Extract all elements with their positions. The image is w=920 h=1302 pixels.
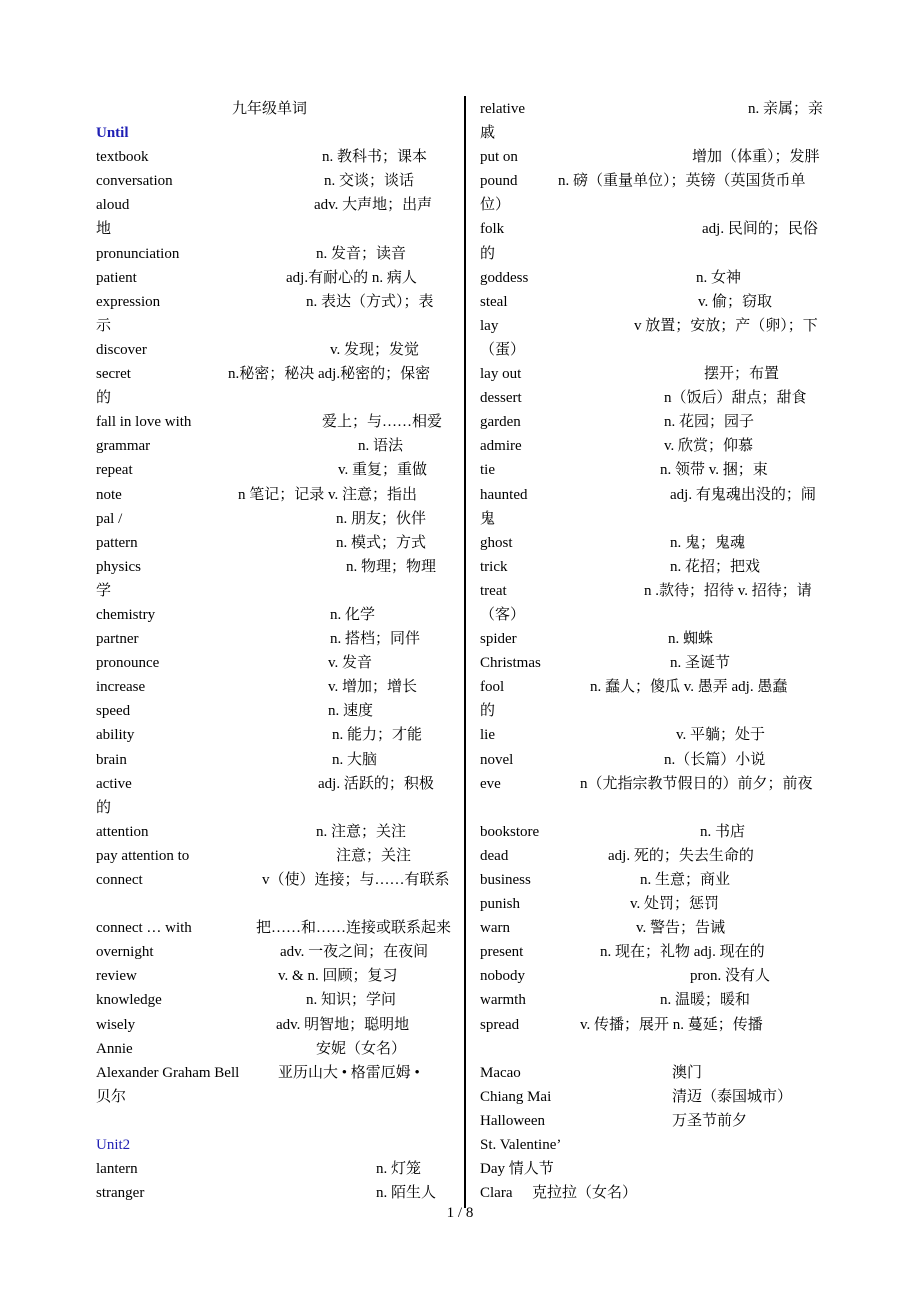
page-title: 九年级单词: [232, 101, 308, 117]
vocab-entry: [480, 844, 832, 868]
chinese-definition: n .款待；招待 v. 招待；请: [644, 582, 812, 599]
vocab-entry: [96, 627, 448, 651]
chinese-definition: n. 表达（方式）；表: [306, 293, 434, 310]
definition-continuation: [96, 796, 448, 820]
chinese-definition: n. 教科书；课本: [322, 149, 428, 166]
definition-continuation: [480, 603, 832, 627]
vocab-entry: [96, 820, 448, 844]
vocab-entry: [480, 483, 832, 507]
vocab-entry: [480, 748, 832, 772]
chinese-definition: n. 生意；商业: [640, 872, 731, 888]
chinese-definition: n（饭后）甜点；甜食: [664, 390, 807, 407]
english-word: expression: [96, 293, 161, 310]
english-word: Christmas: [480, 655, 541, 672]
chinese-definition: n. 磅（重量单位）；英镑（英国货币单: [558, 173, 806, 190]
blank-line: [480, 1037, 832, 1061]
english-word: conversation: [96, 173, 173, 190]
chinese-definition: v. 增加；增长: [328, 679, 418, 696]
english-word: bookstore: [480, 823, 540, 840]
vocab-entry: [96, 1061, 448, 1085]
chinese-definition: v. 发音: [328, 655, 373, 672]
chinese-definition: adj.有耐心的 n. 病人: [286, 269, 417, 286]
vocab-entry: [96, 242, 448, 266]
chinese-definition: 摆开；布置: [704, 366, 780, 383]
vocab-entry: [96, 868, 448, 892]
english-word: ghost: [480, 534, 513, 551]
definition-continuation: [480, 193, 832, 217]
right-column: [480, 97, 832, 1205]
chinese-definition: n. 亲属；亲: [748, 101, 824, 117]
vocab-entry: [96, 1037, 448, 1061]
vocab-entry: [96, 531, 448, 555]
english-word: fool: [480, 679, 505, 696]
chinese-definition: 把……和……连接或联系起来: [256, 920, 452, 937]
english-word: fall in love with: [96, 414, 192, 431]
unit-heading: [96, 1133, 448, 1157]
column-divider: [464, 96, 466, 1208]
chinese-definition: v. 重复；重做: [338, 462, 428, 479]
english-word: repeat: [96, 462, 133, 479]
continuation-text: Day 情人节: [480, 1161, 554, 1178]
english-word: relative: [480, 101, 525, 117]
vocab-entry: [96, 699, 448, 723]
english-word: pal /: [96, 510, 123, 527]
chinese-definition: n. 知识；学问: [306, 992, 397, 1009]
vocab-entry: [96, 964, 448, 988]
chinese-definition: 注意；关注: [336, 847, 412, 864]
vocab-entry: [480, 892, 832, 916]
english-word: folk: [480, 221, 505, 238]
vocab-entry: [96, 266, 448, 290]
english-word: pound: [480, 173, 518, 190]
english-word: haunted: [480, 486, 528, 503]
chinese-definition: v. 平躺；处于: [676, 727, 766, 744]
continuation-text: 的: [480, 245, 496, 262]
english-word: spread: [480, 1016, 520, 1033]
chinese-definition: n（尤指宗教节假日的）前夕；前夜: [580, 775, 813, 792]
chinese-definition: 万圣节前夕: [672, 1112, 748, 1129]
definition-continuation: [96, 386, 448, 410]
chinese-definition: 澳门: [672, 1064, 703, 1081]
english-word: partner: [96, 631, 139, 648]
continuation-text: 戚: [480, 125, 496, 142]
definition-continuation: [96, 217, 448, 241]
vocab-entry: [480, 772, 832, 796]
english-word: discover: [96, 341, 147, 358]
vocab-entry: [480, 266, 832, 290]
definition-continuation: [480, 1157, 832, 1181]
title-line: [96, 97, 448, 121]
english-word: pattern: [96, 534, 138, 551]
english-word: active: [96, 775, 132, 792]
english-word: connect … with: [96, 920, 192, 937]
continuation-text: （客）: [480, 606, 526, 623]
vocab-entry: [96, 651, 448, 675]
english-word: review: [96, 968, 137, 985]
chinese-definition: adj. 民间的；民俗: [702, 221, 818, 238]
vocab-entry: [480, 1085, 832, 1109]
chinese-definition: n. 蠢人；傻瓜 v. 愚弄 adj. 愚蠢: [590, 679, 788, 696]
unit-heading-text: Unit2: [96, 1137, 131, 1154]
page-number: 1 / 8: [446, 1205, 474, 1221]
chinese-definition: n. 大脑: [332, 751, 378, 768]
english-word: overnight: [96, 944, 154, 961]
vocab-entry: [480, 940, 832, 964]
vocab-entry: [480, 627, 832, 651]
english-word: chemistry: [96, 606, 156, 623]
vocab-entry: [96, 723, 448, 747]
chinese-definition: n. 领带 v. 捆；束: [660, 462, 768, 479]
chinese-definition: v. 欣赏；仰慕: [664, 438, 754, 455]
chinese-definition: v. 发现；发觉: [330, 341, 420, 358]
chinese-definition: n. 蜘蛛: [668, 631, 714, 648]
english-word: Halloween: [480, 1112, 545, 1129]
vocab-entry: [96, 290, 448, 314]
chinese-definition: n. 发音；读音: [316, 245, 407, 262]
definition-continuation: [480, 507, 832, 531]
chinese-definition: n. 交谈；谈话: [324, 173, 415, 190]
chinese-definition: n. 圣诞节: [670, 655, 731, 672]
chinese-definition: 爱上；与……相爱: [322, 414, 443, 431]
chinese-definition: adv. 一夜之间；在夜间: [280, 944, 429, 961]
vocab-entry: [480, 820, 832, 844]
english-word: note: [96, 486, 122, 503]
vocab-entry: [96, 1157, 448, 1181]
definition-continuation: [480, 1133, 832, 1157]
chinese-definition: adv. 明智地；聪明地: [276, 1016, 410, 1033]
chinese-definition: n. 能力；才能: [332, 727, 423, 744]
chinese-definition: 清迈（泰国城市）: [672, 1088, 793, 1105]
english-word: dead: [480, 847, 509, 864]
vocab-entry: [480, 217, 832, 241]
english-word: pay attention to: [96, 847, 190, 864]
chinese-definition: n. 灯笼: [376, 1161, 422, 1178]
vocab-entry: [96, 193, 448, 217]
english-word: present: [480, 944, 524, 961]
blank-line: [96, 1109, 448, 1133]
chinese-definition: n. 语法: [358, 438, 404, 455]
vocab-entry: [480, 386, 832, 410]
vocab-entry: [480, 290, 832, 314]
chinese-definition: v. 警告；告诫: [636, 920, 726, 937]
english-word: lay: [480, 317, 499, 334]
definition-continuation: [480, 121, 832, 145]
english-word: knowledge: [96, 992, 162, 1009]
continuation-text: 示: [96, 317, 112, 334]
chinese-definition: n. 花招；把戏: [670, 558, 761, 575]
vocab-entry: [96, 410, 448, 434]
chinese-definition: n. 现在；礼物 adj. 现在的: [600, 944, 765, 961]
chinese-definition: n. 物理；物理: [346, 558, 437, 575]
english-word: spider: [480, 631, 517, 648]
vocab-entry: [480, 916, 832, 940]
chinese-definition: adj. 有鬼魂出没的；闹: [670, 486, 816, 503]
chinese-definition: adj. 活跃的；积极: [318, 775, 434, 792]
chinese-definition: v. 处罚；惩罚: [630, 896, 720, 913]
chinese-definition: n. 女神: [696, 269, 742, 286]
english-word: Alexander Graham Bell: [96, 1064, 240, 1081]
chinese-definition: n. 注意；关注: [316, 823, 407, 840]
english-word: lantern: [96, 1161, 138, 1178]
english-word: grammar: [96, 438, 151, 455]
unit-heading-text: Until: [96, 125, 129, 142]
english-word: novel: [480, 751, 514, 768]
vocab-entry: [96, 483, 448, 507]
chinese-definition: v（使）连接；与……有联系: [262, 872, 450, 888]
english-word: physics: [96, 558, 141, 575]
vocab-entry: [480, 988, 832, 1012]
chinese-definition: n. 书店: [700, 823, 746, 840]
chinese-definition: v 放置；安放；产（卵）；下: [634, 317, 818, 334]
vocab-entry: [96, 988, 448, 1012]
english-word: goddess: [480, 269, 529, 286]
chinese-definition: n. 模式；方式: [336, 534, 427, 551]
english-word: brain: [96, 751, 127, 768]
vocab-entry: [480, 555, 832, 579]
chinese-definition: n. 化学: [330, 606, 376, 623]
chinese-definition: v. & n. 回顾；复习: [278, 968, 398, 985]
english-word: patient: [96, 269, 137, 286]
vocab-entry: [96, 458, 448, 482]
english-word: Chiang Mai: [480, 1088, 552, 1105]
vocab-entry: [96, 940, 448, 964]
continuation-text: 的: [96, 390, 112, 407]
chinese-definition: adv. 大声地；出声: [314, 197, 433, 214]
vocab-entry: [480, 675, 832, 699]
vocab-entry: [96, 434, 448, 458]
english-word: stranger: [96, 1185, 145, 1202]
definition-continuation: [96, 1085, 448, 1109]
definition-continuation: [480, 699, 832, 723]
vocab-entry: [96, 675, 448, 699]
vocab-entry: [480, 868, 832, 892]
chinese-definition: v. 传播；展开 n. 蔓延；传播: [580, 1016, 763, 1033]
vocab-entry: [96, 844, 448, 868]
vocab-entry: [480, 1181, 832, 1205]
chinese-definition: n. 陌生人: [376, 1185, 437, 1202]
english-word: garden: [480, 414, 521, 431]
vocab-entry: [480, 531, 832, 555]
vocab-entry: [96, 916, 452, 940]
vocab-entry: [96, 338, 448, 362]
vocab-entry: [480, 723, 832, 747]
vocab-entry: [480, 169, 832, 193]
chinese-definition: 克拉拉（女名）: [532, 1185, 638, 1202]
continuation-text: 鬼: [480, 510, 496, 527]
english-word: Macao: [480, 1064, 521, 1081]
blank-line: [480, 796, 832, 820]
english-word: increase: [96, 679, 146, 696]
vocab-entry: [96, 772, 448, 796]
english-word: business: [480, 872, 531, 888]
continuation-text: 的: [480, 703, 496, 720]
vocab-entry: [96, 1181, 448, 1205]
english-word: treat: [480, 582, 507, 599]
vocab-entry: [480, 579, 832, 603]
chinese-definition: n.（长篇）小说: [664, 751, 766, 768]
chinese-definition: n 笔记；记录 v. 注意；指出: [238, 486, 418, 503]
definition-continuation: [480, 242, 832, 266]
english-word: aloud: [96, 197, 130, 214]
vocab-entry: [480, 651, 832, 675]
vocab-entry: [480, 314, 832, 338]
english-word: Clara: [480, 1185, 513, 1202]
english-word: punish: [480, 896, 521, 913]
chinese-definition: adj. 死的；失去生命的: [608, 847, 754, 864]
continuation-text: 贝尔: [96, 1088, 127, 1105]
english-word: put on: [480, 149, 518, 166]
chinese-definition: n. 温暖；暖和: [660, 992, 751, 1009]
vocab-entry: [96, 748, 448, 772]
english-word: trick: [480, 558, 508, 575]
vocab-entry: [96, 362, 448, 386]
chinese-definition: n. 花园；园子: [664, 414, 755, 431]
vocab-entry: [480, 434, 832, 458]
vocab-entry: [480, 458, 832, 482]
english-word: wisely: [96, 1016, 136, 1033]
unit-heading: [96, 121, 448, 145]
english-word: lie: [480, 727, 495, 744]
english-word: lay out: [480, 366, 522, 383]
vocab-entry: [480, 410, 832, 434]
definition-continuation: [96, 579, 448, 603]
english-word: secret: [96, 366, 131, 383]
english-word: warn: [480, 920, 510, 937]
english-word: textbook: [96, 149, 149, 166]
chinese-definition: n.秘密；秘决 adj.秘密的；保密: [228, 366, 431, 383]
vocab-entry: [96, 1013, 448, 1037]
english-word: speed: [96, 703, 131, 720]
chinese-definition: n. 朋友；伙伴: [336, 510, 427, 527]
continuation-text: 地: [96, 221, 112, 238]
english-word: eve: [480, 775, 501, 792]
definition-continuation: [480, 338, 832, 362]
english-word: warmth: [480, 992, 526, 1009]
english-word: steal: [480, 293, 508, 310]
vocab-entry: [96, 555, 448, 579]
continuation-text: （蛋）: [480, 341, 526, 358]
vocab-entry: [480, 145, 832, 169]
english-word: dessert: [480, 390, 522, 407]
english-word: attention: [96, 823, 149, 840]
english-word: ability: [96, 727, 135, 744]
definition-continuation: [96, 314, 448, 338]
chinese-definition: v. 偷；窃取: [698, 293, 773, 310]
english-word: Annie: [96, 1040, 133, 1057]
continuation-text: St. Valentine’: [480, 1137, 562, 1154]
chinese-definition: n. 搭档；同伴: [330, 631, 421, 648]
continuation-text: 位）: [480, 197, 511, 214]
vocab-entry: [480, 1061, 832, 1085]
vocab-entry: [96, 145, 448, 169]
chinese-definition: 安妮（女名）: [316, 1040, 407, 1057]
english-word: pronounce: [96, 655, 160, 672]
vocab-entry: [96, 603, 448, 627]
vocab-entry: [96, 507, 448, 531]
chinese-definition: n. 鬼；鬼魂: [670, 534, 746, 551]
vocab-entry: [480, 964, 832, 988]
english-word: pronunciation: [96, 245, 180, 262]
english-word: nobody: [480, 968, 525, 985]
left-column: [96, 97, 452, 1205]
english-word: tie: [480, 462, 495, 479]
chinese-definition: pron. 没有人: [690, 968, 770, 985]
continuation-text: 的: [96, 799, 112, 816]
english-word: admire: [480, 438, 522, 455]
vocab-entry: [96, 169, 448, 193]
blank-line: [96, 892, 448, 916]
chinese-definition: n. 速度: [328, 703, 374, 720]
continuation-text: 学: [96, 582, 112, 599]
english-word: connect: [96, 872, 143, 888]
chinese-definition: 亚历山大 • 格雷厄姆 •: [278, 1064, 420, 1081]
vocab-entry: [480, 362, 832, 386]
vocab-entry: [480, 97, 832, 121]
vocab-entry: [480, 1013, 832, 1037]
vocab-entry: [480, 1109, 832, 1133]
chinese-definition: 增加（体重）；发胖: [692, 149, 820, 166]
